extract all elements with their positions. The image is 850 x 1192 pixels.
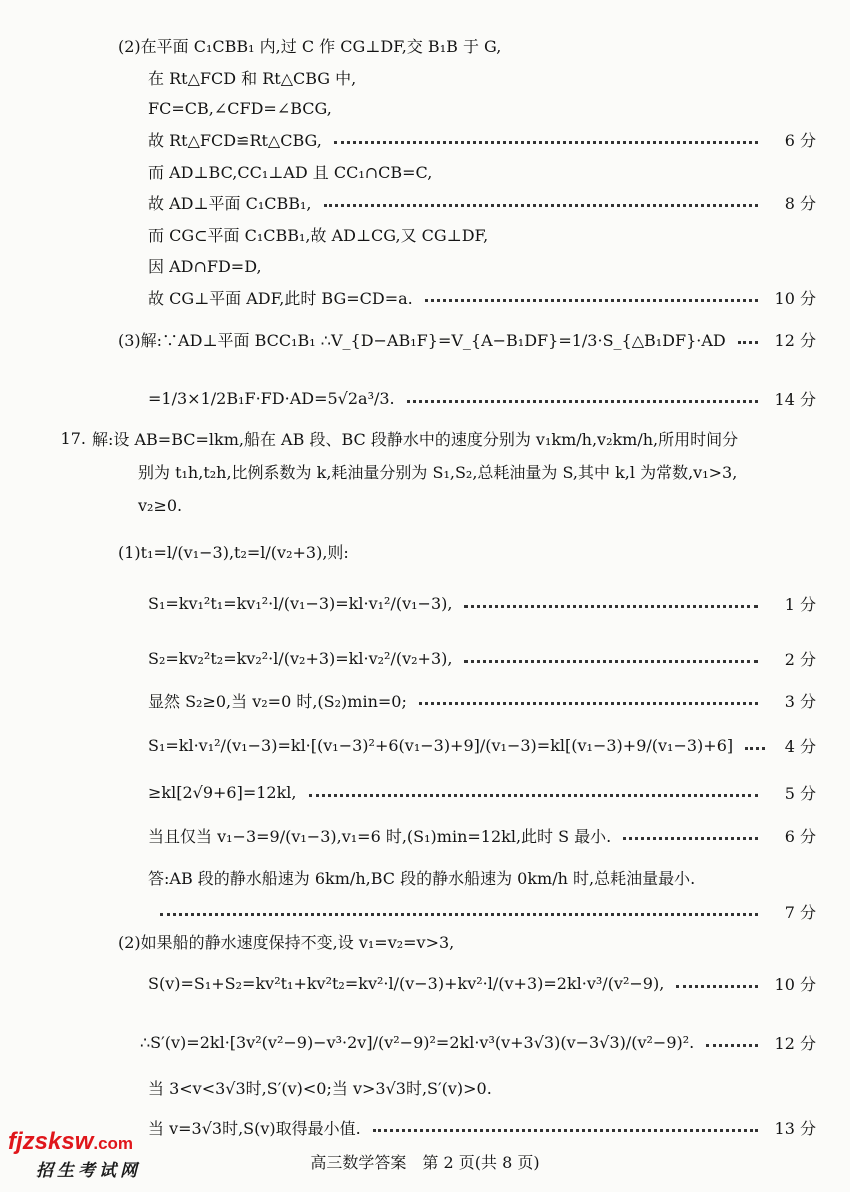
answer-line bbox=[0, 93, 850, 123]
answer-line bbox=[0, 219, 850, 249]
score-label: 7 分 bbox=[784, 902, 816, 922]
answer-text: 解:设 AB=BC=lkm,船在 AB 段、BC 段静水中的速度分别为 v₁km/h,v₂km/h,所用时间分 bbox=[92, 429, 739, 449]
dot-leader bbox=[324, 204, 758, 207]
page-footer: 高三数学答案 第 2 页(共 8 页) bbox=[310, 1153, 540, 1172]
answer-text: (2)如果船的静水速度保持不变,设 v₁=v₂=v>3, bbox=[118, 932, 455, 952]
score-label: 13 分 bbox=[774, 1118, 816, 1138]
answer-line bbox=[0, 1072, 850, 1102]
answer-text: (1)t₁=l/(v₁−3),t₂=l/(v₂+3),则: bbox=[118, 542, 349, 562]
score-label: 3 分 bbox=[784, 691, 816, 711]
answer-line bbox=[0, 685, 850, 715]
score-label: 4 分 bbox=[784, 736, 816, 756]
answer-text: S(v)=S₁+S₂=kv²t₁+kv²t₂=kv²·l/(v−3)+kv²·l/(v+3)=2kl·v³/(v²−9), bbox=[148, 973, 665, 993]
answer-line bbox=[0, 490, 850, 520]
answer-text: FC=CB,∠CFD=∠BCG, bbox=[148, 98, 332, 118]
dot-leader bbox=[373, 1129, 758, 1132]
answer-line bbox=[0, 250, 850, 280]
answer-line bbox=[0, 282, 850, 312]
answer-line bbox=[0, 926, 850, 956]
answer-text: S₁=kl·v₁²/(v₁−3)=kl·[(v₁−3)²+6(v₁−3)+9]/(v₁−3)=kl[(v₁−3)+9/(v₁−3)+6] bbox=[148, 735, 734, 755]
score-label: 6 分 bbox=[784, 130, 816, 150]
dot-leader bbox=[407, 400, 758, 403]
logo-domain-text: .com bbox=[93, 1134, 134, 1153]
answer-text: 故 CG⊥平面 ADF,此时 BG=CD=a. bbox=[148, 288, 413, 308]
dot-leader bbox=[745, 747, 765, 750]
dot-leader bbox=[623, 837, 758, 840]
answer-line bbox=[0, 324, 850, 354]
answer-line bbox=[0, 588, 850, 618]
dot-leader bbox=[309, 794, 758, 797]
logo-main-text: fjzsksw bbox=[8, 1128, 94, 1155]
score-label: 2 分 bbox=[784, 649, 816, 669]
answer-text: (3)解:∵AD⊥平面 BCC₁B₁ ∴V_{D−AB₁F}=V_{A−B₁DF}=1/3·S_{△B₁DF}·AD bbox=[118, 330, 726, 350]
answer-text: 因 AD∩FD=D, bbox=[148, 256, 262, 276]
answer-text: S₂=kv₂²t₂=kv₂²·l/(v₂+3)=kl·v₂²/(v₂+3), bbox=[148, 648, 453, 668]
site-logo bbox=[8, 1128, 178, 1188]
answer-text: 别为 t₁h,t₂h,比例系数为 k,耗油量分别为 S₁,S₂,总耗油量为 S,其中 k,l 为常数,v₁>3, bbox=[138, 462, 738, 482]
answer-text: 当且仅当 v₁−3=9/(v₁−3),v₁=6 时,(S₁)min=12kl,此时 S 最小. bbox=[148, 826, 612, 846]
dot-leader bbox=[706, 1044, 758, 1047]
logo-subtitle: 招生考试网 bbox=[36, 1161, 141, 1181]
dot-leader bbox=[160, 913, 758, 916]
answer-line bbox=[0, 124, 850, 154]
question-number: 17. bbox=[60, 428, 86, 448]
answer-line bbox=[0, 968, 850, 998]
answer-text: 当 3<v<3√3时,S′(v)<0;当 v>3√3时,S′(v)>0. bbox=[148, 1078, 492, 1098]
answer-line bbox=[0, 62, 850, 92]
dot-leader bbox=[464, 660, 758, 663]
score-label: 5 分 bbox=[784, 783, 816, 803]
answer-text: ≥kl[2√9+6]=12kl, bbox=[148, 782, 297, 802]
answer-line bbox=[0, 643, 850, 673]
answer-line bbox=[0, 156, 850, 186]
answer-line bbox=[0, 456, 850, 486]
answer-text: 故 Rt△FCD≌Rt△CBG, bbox=[148, 130, 322, 150]
answer-text: S₁=kv₁²t₁=kv₁²·l/(v₁−3)=kl·v₁²/(v₁−3), bbox=[148, 593, 453, 613]
answer-text: (2)在平面 C₁CBB₁ 内,过 C 作 CG⊥DF,交 B₁B 于 G, bbox=[118, 36, 502, 56]
answer-line bbox=[0, 820, 850, 850]
dot-leader bbox=[676, 985, 758, 988]
score-label: 6 分 bbox=[784, 826, 816, 846]
score-label: 10 分 bbox=[774, 974, 816, 994]
answer-text: ∴S′(v)=2kl·[3v²(v²−9)−v³·2v]/(v²−9)²=2kl·v³(v+3√3)(v−3√3)/(v²−9)². bbox=[140, 1032, 695, 1052]
answer-line bbox=[0, 862, 850, 892]
score-label: 12 分 bbox=[774, 1033, 816, 1053]
answer-text: 当 v=3√3时,S(v)取得最小值. bbox=[148, 1118, 361, 1138]
dot-leader bbox=[738, 341, 758, 344]
score-label: 8 分 bbox=[784, 193, 816, 213]
answer-text: 而 AD⊥BC,CC₁⊥AD 且 CC₁∩CB=C, bbox=[148, 162, 433, 182]
answer-line bbox=[0, 536, 850, 566]
answer-text: 故 AD⊥平面 C₁CBB₁, bbox=[148, 193, 312, 213]
answer-text: 而 CG⊂平面 C₁CBB₁,故 AD⊥CG,又 CG⊥DF, bbox=[148, 225, 489, 245]
dot-leader bbox=[464, 605, 758, 608]
score-label: 1 分 bbox=[784, 594, 816, 614]
answer-text: 答:AB 段的静水船速为 6km/h,BC 段的静水船速为 0km/h 时,总耗油量最小. bbox=[148, 868, 696, 888]
answer-line bbox=[0, 423, 850, 453]
score-label: 14 分 bbox=[774, 389, 816, 409]
answer-line bbox=[0, 730, 850, 760]
answer-line bbox=[0, 1027, 850, 1057]
answer-line bbox=[0, 777, 850, 807]
score-label: 12 分 bbox=[774, 330, 816, 350]
answer-line bbox=[0, 30, 850, 60]
answer-text: 在 Rt△FCD 和 Rt△CBG 中, bbox=[148, 68, 357, 88]
answer-text: v₂≥0. bbox=[138, 495, 183, 515]
dot-leader bbox=[419, 702, 758, 705]
dot-leader bbox=[425, 299, 758, 302]
dot-leader bbox=[334, 141, 758, 144]
answer-line bbox=[0, 187, 850, 217]
score-label: 10 分 bbox=[774, 288, 816, 308]
answer-text: =1/3×1/2B₁F·FD·AD=5√2a³/3. bbox=[148, 388, 395, 408]
answer-line bbox=[0, 896, 850, 926]
answer-line bbox=[0, 383, 850, 413]
answer-text: 显然 S₂≥0,当 v₂=0 时,(S₂)min=0; bbox=[148, 691, 407, 711]
